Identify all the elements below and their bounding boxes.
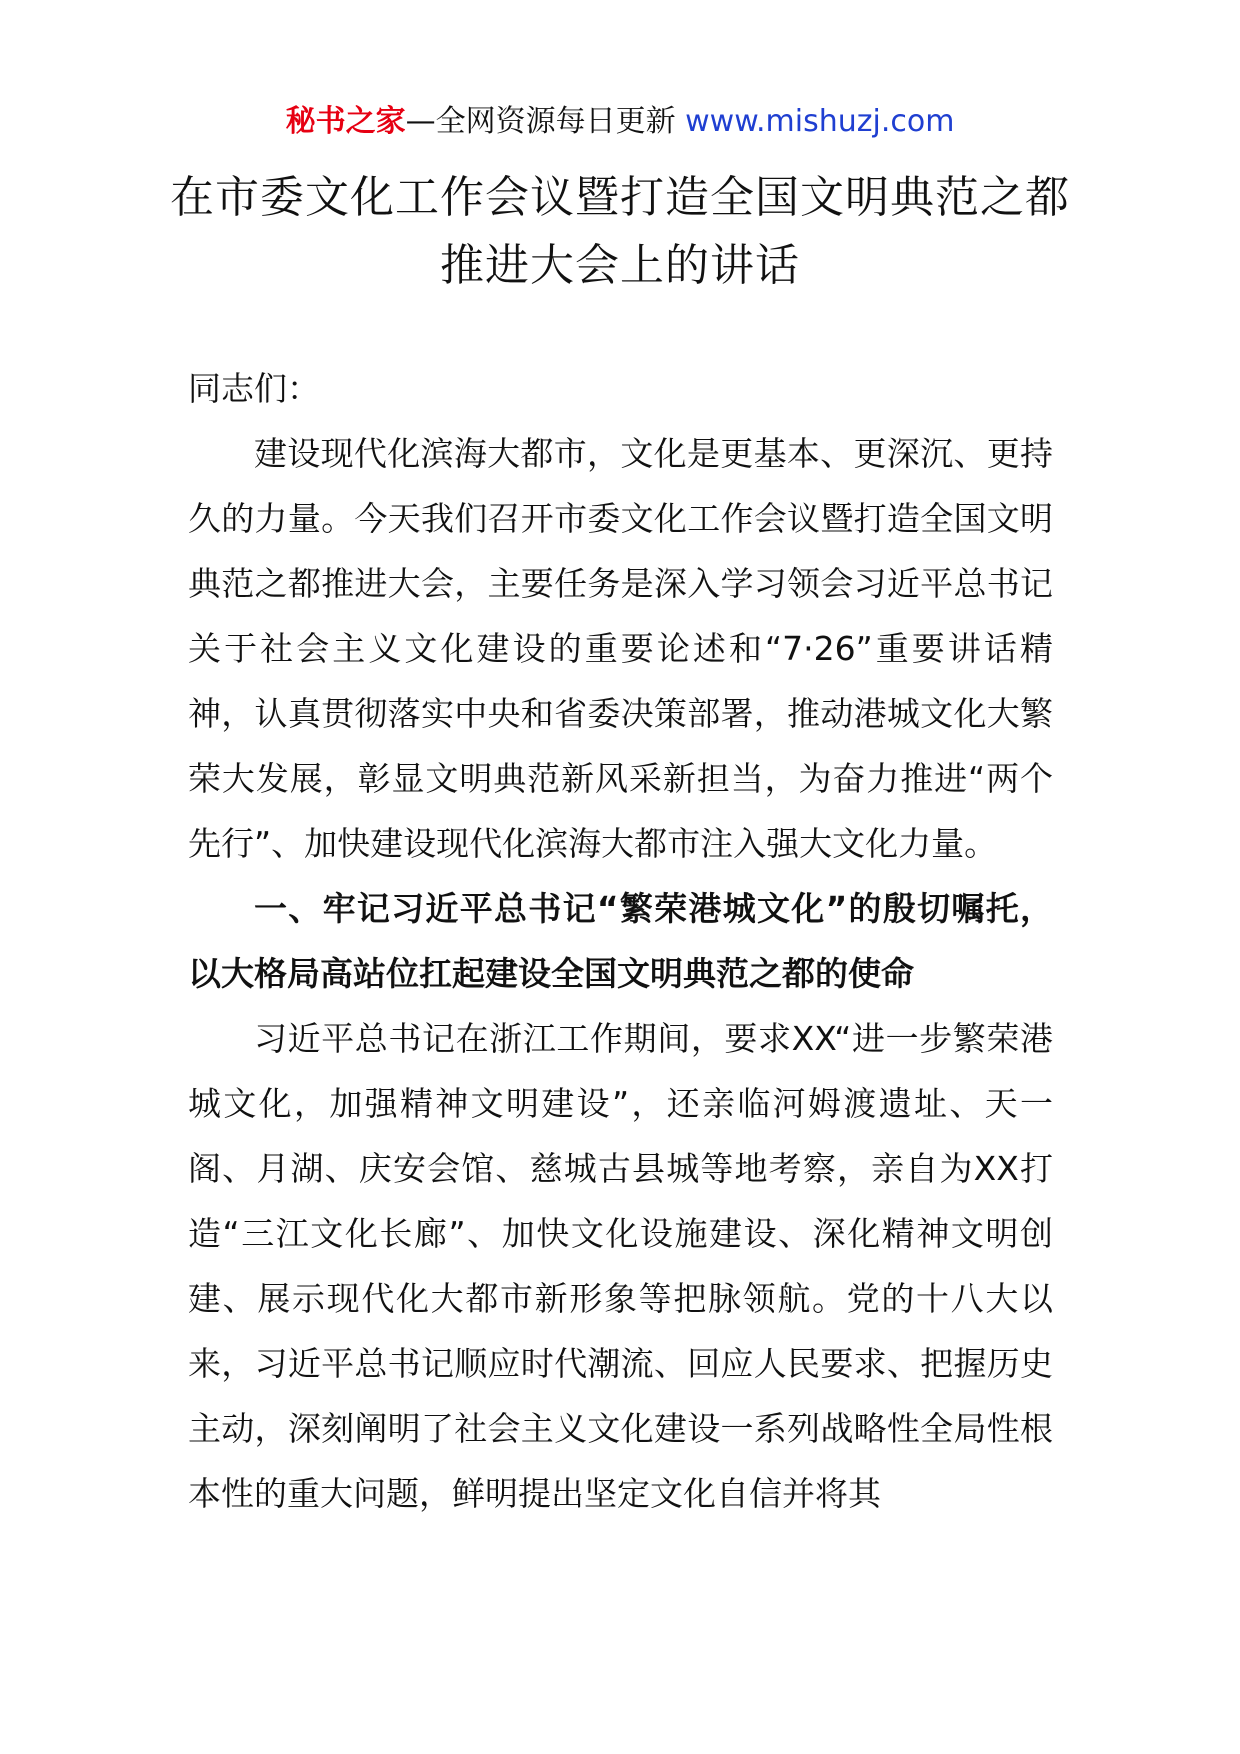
- site-url-link[interactable]: www.mishuzj.com: [685, 104, 955, 139]
- body-paragraph-section-1: 习近平总书记在浙江工作期间，要求XX“进一步繁荣港城文化，加强精神文明建设”，还亲临河姆渡遗址、天一阁、月湖、庆安会馆、慈城古县城等地考察，亲自为XX打造“三江文化长廊”、加快文化设施建设、深化精神文明创建、展示现代化大都市新形象等把脉领航。党的十八大以来，习近平总书记顺应时代潮流、回应人民要求、把握历史主动，深刻阐明了社会主义文化建设一系列战略性全局性根本性的重大问题，鲜明提出坚定文化自信并将其: [188, 1019, 1053, 1513]
- brand-name: 秘书之家: [285, 104, 406, 139]
- document-title: 在市委文化工作会议暨打造全国文明典范之都推进大会上的讲话: [170, 172, 1070, 291]
- document-body: [188, 356, 1053, 1526]
- header-tagline: —全网资源每日更新: [405, 104, 676, 139]
- section-heading-1: 一、牢记习近平总书记“繁荣港城文化”的殷切嘱托，以大格局高站位扛起建设全国文明典范之都的使命: [188, 889, 1053, 993]
- salutation: 同志们：: [188, 369, 320, 408]
- site-header: [0, 102, 1240, 142]
- body-paragraph-intro: 建设现代化滨海大都市，文化是更基本、更深沉、更持久的力量。今天我们召开市委文化工作会议暨打造全国文明典范之都推进大会，主要任务是深入学习领会习近平总书记关于社会主义文化建设的重要论述和“7·26”重要讲话精神，认真贯彻落实中央和省委决策部署，推动港城文化大繁荣大发展，彰显文明典范新风采新担当，为奋力推进“两个先行”、加快建设现代化滨海大都市注入强大文化力量。: [188, 434, 1053, 863]
